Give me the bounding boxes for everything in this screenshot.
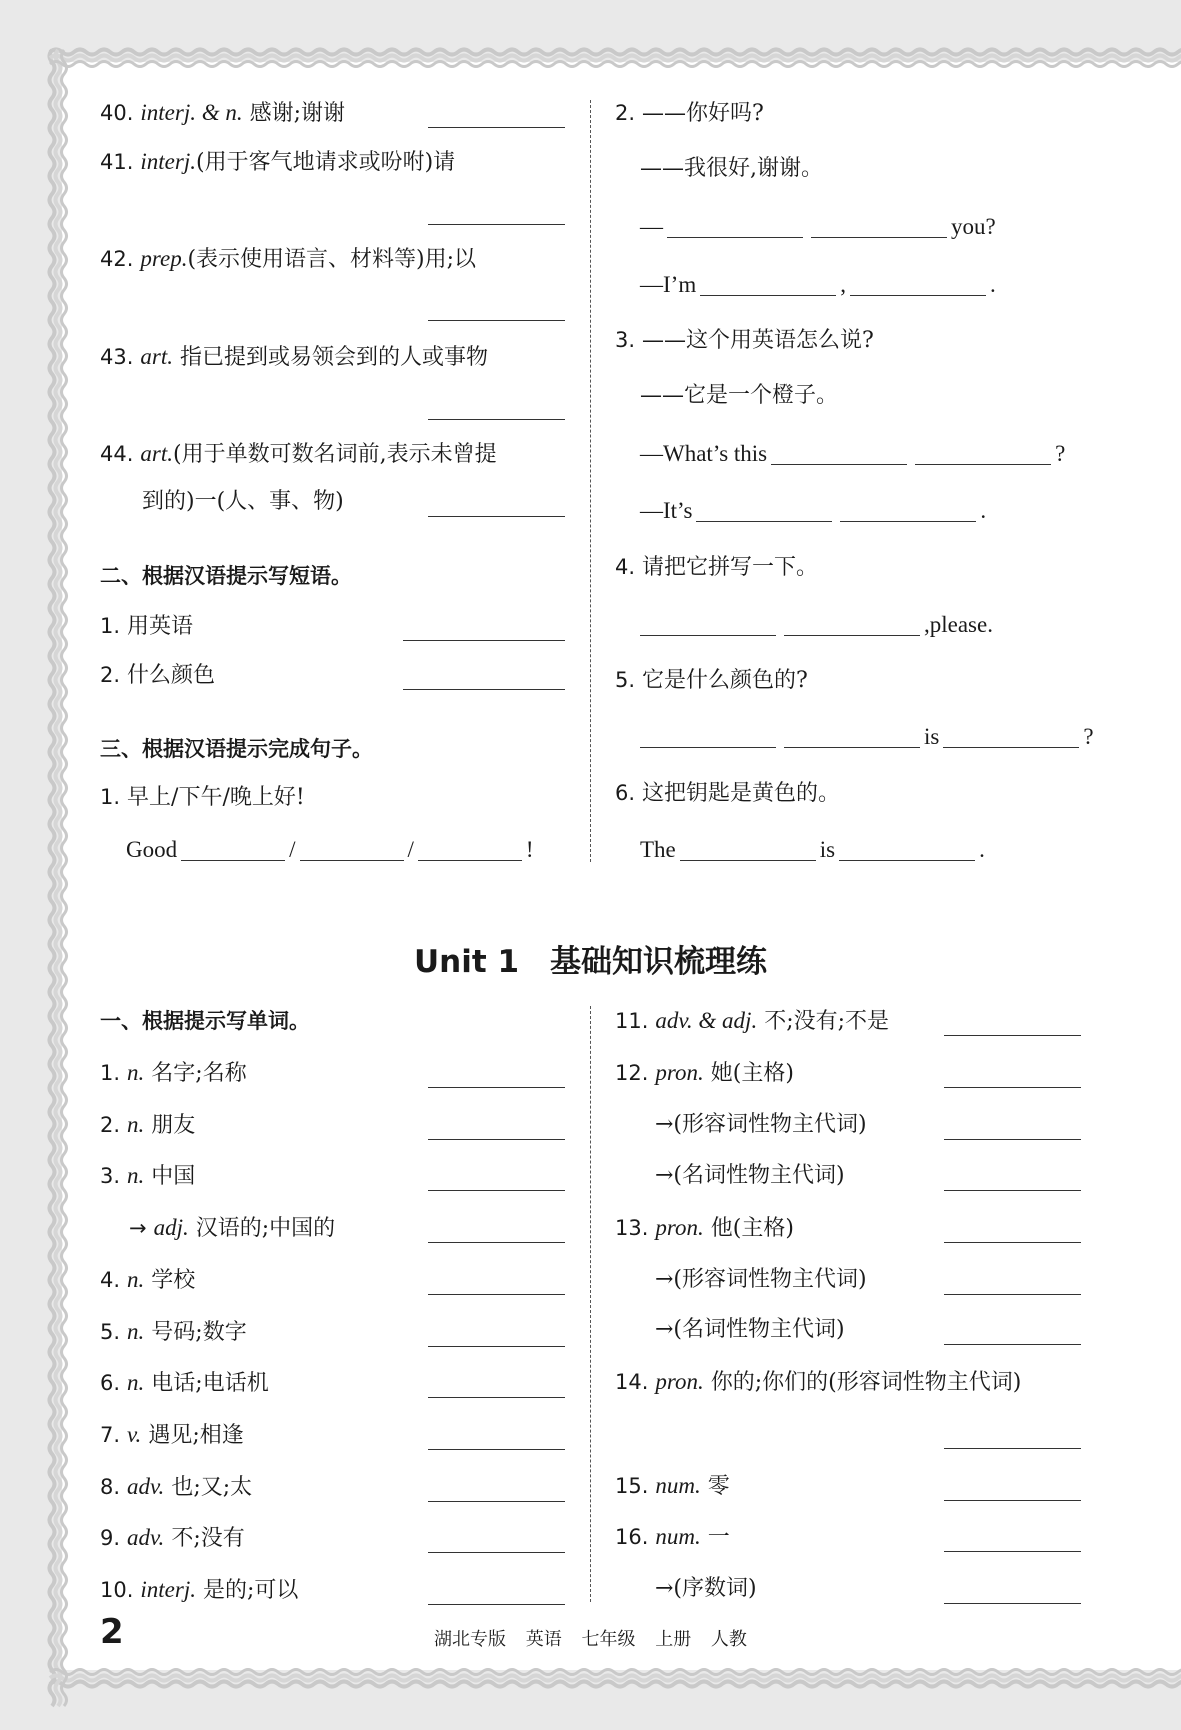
answer-blank[interactable] (944, 1344, 1081, 1345)
q2-fill: —I’m , . (640, 272, 996, 297)
answer-blank[interactable] (428, 1397, 565, 1398)
vocab-item: 7. v. 遇见;相逢 (100, 1421, 244, 1448)
answer-blank[interactable] (944, 1087, 1081, 1088)
vocab-item: 15. num. 零 (615, 1473, 730, 1499)
answer-blank[interactable] (944, 1242, 1081, 1243)
answer-blank[interactable] (428, 1501, 565, 1502)
vocab-item: 13. pron. 他(主格) (615, 1215, 794, 1241)
q2-fill: — you? (640, 214, 996, 239)
vocab-item: 8. adv. 也;又;太 (100, 1473, 253, 1500)
answer-blank[interactable] (944, 1035, 1081, 1036)
answer-blank[interactable] (428, 1190, 565, 1191)
answer-blank[interactable] (696, 499, 832, 522)
answer-blank[interactable] (850, 273, 986, 296)
answer-blank[interactable] (915, 442, 1051, 465)
answer-blank[interactable] (403, 689, 565, 690)
answer-blank[interactable] (944, 1448, 1081, 1449)
item-44: 44. art.(用于单数可数名词前,表示未曾提 (100, 441, 497, 467)
q3-line: ——它是一个橙子。 (640, 383, 839, 408)
answer-blank[interactable] (943, 725, 1079, 748)
q3-fill: —What’s this ? (640, 441, 1066, 466)
page-number: 2 (100, 1612, 124, 1652)
column-divider (590, 1006, 591, 1602)
answer-blank[interactable] (640, 725, 776, 748)
q6-fill: The is . (640, 837, 985, 862)
answer-blank[interactable] (428, 1242, 565, 1243)
item-40: 40. interj. & n. 感谢;谢谢 (100, 100, 346, 126)
answer-blank[interactable] (784, 613, 920, 636)
item-42: 42. prep.(表示使用语言、材料等)用;以 (100, 246, 477, 272)
vocab-item: 4. n. 学校 (100, 1266, 196, 1293)
footer-text: 湖北专版 英语 七年级 上册 人教 (434, 1629, 747, 1650)
vocab-item: 10. interj. 是的;可以 (100, 1577, 299, 1603)
item-44-continued: 到的)一(人、事、物) (142, 489, 344, 514)
answer-blank[interactable] (428, 1139, 565, 1140)
vocab-item: 1. n. 名字;名称 (100, 1060, 247, 1086)
vocab-item: →(名词性物主代词) (655, 1317, 845, 1342)
vocab-item: →(形容词性物主代词) (655, 1112, 867, 1137)
vocab-item: 14. pron. 你的;你们的(形容词性物主代词) (615, 1369, 1022, 1395)
phrase-item: 2. 什么颜色 (100, 663, 216, 688)
answer-blank[interactable] (428, 516, 565, 517)
vocab-item: →(名词性物主代词) (655, 1163, 845, 1188)
answer-blank[interactable] (680, 838, 816, 861)
q2-line: ——我很好,谢谢。 (640, 156, 823, 181)
answer-blank[interactable] (667, 215, 803, 238)
vocab-item: 9. adv. 不;没有 (100, 1525, 245, 1552)
unit-title: Unit 1 基础知识梳理练 (413, 944, 768, 980)
vocab-item: →(形容词性物主代词) (655, 1267, 867, 1292)
answer-blank[interactable] (428, 1604, 565, 1605)
column-divider (590, 100, 591, 862)
answer-blank[interactable] (428, 1294, 565, 1295)
answer-blank[interactable] (428, 1346, 565, 1347)
answer-blank[interactable] (784, 725, 920, 748)
answer-blank[interactable] (944, 1551, 1081, 1552)
q3-fill: —It’s . (640, 498, 987, 523)
answer-blank[interactable] (428, 1087, 565, 1088)
answer-blank[interactable] (300, 838, 404, 861)
section-heading: 二、根据汉语提示写短语。 (100, 564, 352, 588)
answer-blank[interactable] (839, 838, 975, 861)
answer-blank[interactable] (428, 419, 565, 420)
section-heading: 一、根据提示写单词。 (100, 1009, 310, 1033)
answer-blank[interactable] (418, 838, 522, 861)
q4-fill: ,please. (636, 612, 993, 638)
vocab-item: → adj. 汉语的;中国的 (129, 1215, 336, 1242)
answer-blank[interactable] (840, 499, 976, 522)
answer-blank[interactable] (944, 1190, 1081, 1191)
vocab-item: 11. adv. & adj. 不;没有;不是 (615, 1008, 890, 1034)
vocab-item: 2. n. 朋友 (100, 1111, 196, 1138)
answer-blank[interactable] (403, 640, 565, 641)
q5: 5. 它是什么颜色的? (615, 668, 808, 693)
answer-blank[interactable] (771, 442, 907, 465)
answer-blank[interactable] (428, 1552, 565, 1553)
answer-blank[interactable] (428, 1449, 565, 1450)
answer-blank[interactable] (428, 127, 565, 128)
answer-blank[interactable] (181, 838, 285, 861)
section-heading: 三、根据汉语提示完成句子。 (100, 737, 373, 761)
answer-blank[interactable] (428, 224, 565, 225)
answer-blank[interactable] (944, 1139, 1081, 1140)
sentence-item: 1. 早上/下午/晚上好! (100, 785, 305, 810)
answer-blank[interactable] (944, 1294, 1081, 1295)
q2: 2. ——你好吗? (615, 101, 764, 126)
q5-fill: is ? (636, 724, 1094, 750)
vocab-item: 6. n. 电话;电话机 (100, 1370, 269, 1397)
sentence-fill: Good / / ! (126, 837, 534, 862)
q6: 6. 这把钥匙是黄色的。 (615, 781, 841, 806)
answer-blank[interactable] (944, 1603, 1081, 1604)
vocab-item: 3. n. 中国 (100, 1163, 196, 1190)
q3: 3. ——这个用英语怎么说? (615, 328, 874, 353)
answer-blank[interactable] (700, 273, 836, 296)
phrase-item: 1. 用英语 (100, 614, 194, 639)
answer-blank[interactable] (428, 320, 565, 321)
answer-blank[interactable] (640, 613, 776, 636)
answer-blank[interactable] (811, 215, 947, 238)
q4: 4. 请把它拼写一下。 (615, 555, 819, 580)
vocab-item: 5. n. 号码;数字 (100, 1318, 247, 1345)
vocab-item: 16. num. 一 (615, 1524, 730, 1550)
item-41: 41. interj.(用于客气地请求或吩咐)请 (100, 149, 456, 175)
answer-blank[interactable] (944, 1500, 1081, 1501)
vocab-item: 12. pron. 她(主格) (615, 1060, 794, 1086)
item-43: 43. art. 指已提到或易领会到的人或事物 (100, 344, 489, 370)
vocab-item: →(序数词) (655, 1576, 757, 1601)
